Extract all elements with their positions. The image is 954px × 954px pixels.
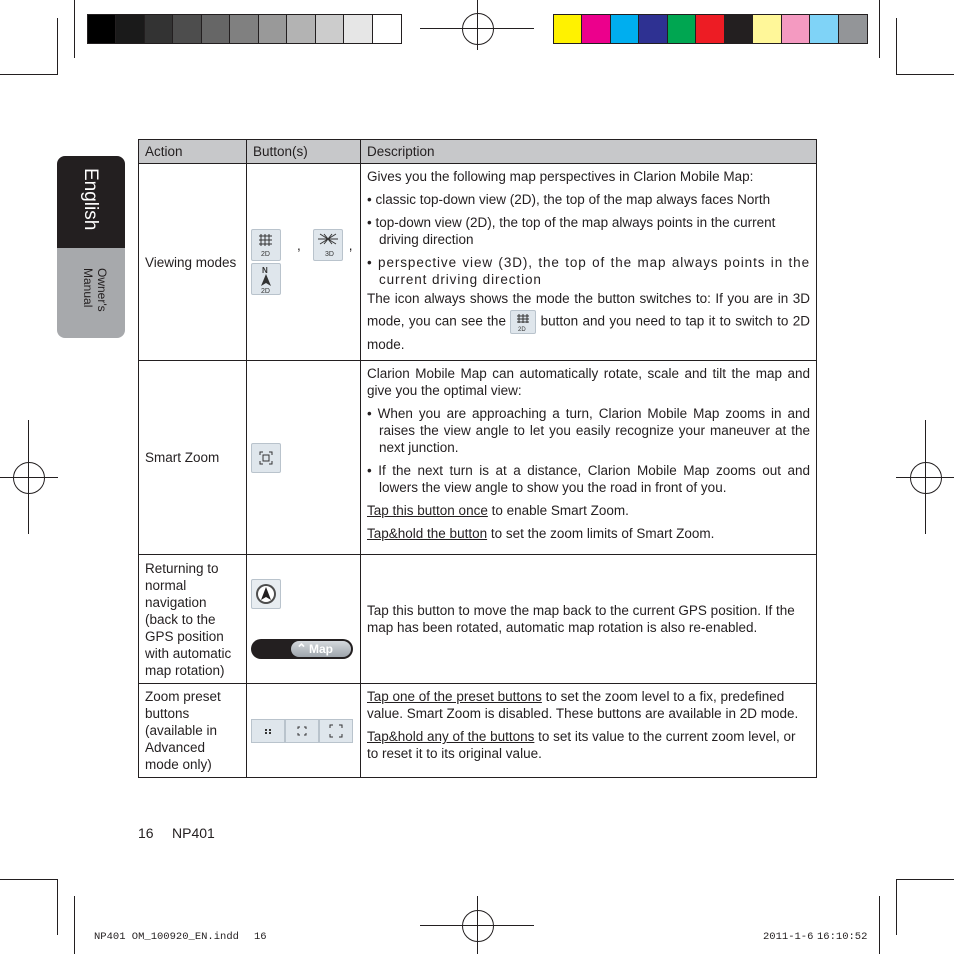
table-row	[139, 361, 817, 555]
3d-view-icon[interactable]	[313, 229, 343, 261]
gray-swatch	[287, 15, 315, 43]
map-button[interactable]	[251, 639, 353, 659]
svg-text:2D: 2D	[261, 251, 270, 258]
zoom-preset-medium-icon[interactable]	[285, 719, 319, 743]
header-description: Description	[361, 140, 817, 164]
crop-mark	[896, 18, 897, 74]
crop-mark	[57, 879, 58, 935]
svg-text:3D: 3D	[324, 251, 334, 258]
separator: ,	[297, 237, 301, 253]
description-bullet: • perspective view (3D), the top of the map always points in the current driving direction	[367, 255, 810, 287]
process-color-swatch	[753, 15, 781, 43]
north-2d-icon[interactable]	[251, 263, 281, 295]
buttons-cell	[247, 684, 361, 778]
process-color-swatch	[810, 15, 838, 43]
action-cell: Viewing modes	[139, 164, 247, 361]
description-preset-hold: Tap&hold any of the buttons to set its value to the current zoom level, or to reset it to its original value.	[367, 729, 796, 761]
process-color-swatch	[725, 15, 753, 43]
gray-swatch	[88, 15, 116, 43]
gray-swatch	[344, 15, 372, 43]
process-color-swatch	[782, 15, 810, 43]
crop-mark	[896, 879, 954, 880]
map-controls-table	[138, 139, 817, 778]
description-tail-part1: The icon always shows the mode the button switches to: If you are in 3D mode, you can see the	[367, 291, 810, 329]
process-color-swatch	[696, 15, 724, 43]
header-buttons: Button(s)	[247, 140, 361, 164]
crop-mark	[74, 896, 75, 954]
buttons-cell	[247, 555, 361, 684]
action-cell: Zoom preset buttons (available in Advanced mode only)	[139, 684, 247, 778]
gray-swatch	[145, 15, 173, 43]
table-header-row	[139, 140, 817, 164]
tap-hold-preset-link: Tap&hold any of the buttons	[367, 729, 535, 744]
caret-up-icon: ⌃	[296, 641, 307, 656]
map-button-label: Map	[309, 642, 333, 656]
section-tab	[57, 248, 125, 338]
2d-grid-icon-inline	[510, 310, 536, 334]
gray-swatch	[202, 15, 230, 43]
buttons-cell	[247, 361, 361, 555]
separator: ,	[348, 237, 353, 253]
description-preset: Tap one of the preset buttons to set the zoom level to a fix, predefined value. Smart Zoom is disabled. These buttons are available in 2D mode.	[367, 689, 799, 721]
gray-swatch	[259, 15, 287, 43]
2d-grid-icon[interactable]	[251, 229, 281, 261]
language-tab	[57, 156, 125, 248]
model-name: NP401	[172, 825, 215, 841]
tap-once-link: Tap this button once	[367, 503, 488, 518]
svg-text:2D: 2D	[261, 288, 270, 294]
crop-mark	[57, 18, 58, 74]
description-cell	[361, 164, 817, 361]
crop-mark	[879, 896, 880, 954]
description-text: Tap this button to move the map back to the current GPS position. If the map has been rotated, automatic map rotation is also re-enabled.	[367, 603, 795, 635]
slug-page: 16	[254, 931, 267, 943]
action-cell: Returning to normal navigation (back to the GPS position with automatic map rotation)	[139, 555, 247, 684]
slug-date: 2011-1-6	[763, 931, 814, 943]
smart-zoom-icon[interactable]	[251, 443, 281, 473]
gray-swatch	[316, 15, 344, 43]
crop-mark	[0, 879, 58, 880]
description-cell	[361, 684, 817, 778]
crop-mark	[896, 74, 954, 75]
description-tap: Tap this button once to enable Smart Zoom.	[367, 503, 629, 518]
crop-mark	[879, 0, 880, 58]
slug-time: 16:10:52	[817, 931, 868, 943]
description-bullet: • classic top-down view (2D), the top of the map always faces North	[367, 192, 771, 207]
crop-mark	[0, 74, 58, 75]
section-tab-label-line1: Owner's	[95, 268, 109, 312]
slug-file: NP401 OM_100920_EN.indd	[94, 931, 239, 943]
description-bullet: • top-down view (2D), the top of the map always points in the current driving direction	[367, 215, 776, 247]
process-color-swatch	[639, 15, 667, 43]
description-intro: Clarion Mobile Map can automatically rotate, scale and tilt the map and give you the optimal view:	[367, 366, 810, 398]
zoom-preset-small-icon[interactable]	[251, 719, 285, 743]
gray-swatch	[230, 15, 258, 43]
svg-text:N: N	[262, 266, 268, 275]
description-intro: Gives you the following map perspectives in Clarion Mobile Map:	[367, 169, 754, 184]
description-bullet: • When you are approaching a turn, Clarion Mobile Map zooms in and raises the view angle to let you easily recognize your maneuver at the next junction.	[367, 406, 810, 455]
description-hold: Tap&hold the button to set the zoom limits of Smart Zoom.	[367, 526, 715, 541]
description-cell	[361, 361, 817, 555]
process-color-swatch	[554, 15, 582, 43]
table-row	[139, 684, 817, 778]
process-color-bar	[553, 14, 868, 44]
gray-swatch	[373, 15, 401, 43]
page-number: 16	[138, 825, 154, 841]
language-tab-label: English	[80, 168, 101, 231]
header-action: Action	[139, 140, 247, 164]
process-color-swatch	[582, 15, 610, 43]
action-cell: Smart Zoom	[139, 361, 247, 555]
table-row	[139, 164, 817, 361]
tap-hold-link: Tap&hold the button	[367, 526, 488, 541]
description-bullet: • If the next turn is at a distance, Clarion Mobile Map zooms out and lowers the view angle to show you the road in front of you.	[367, 463, 810, 495]
crop-mark	[896, 879, 897, 935]
buttons-cell	[247, 164, 361, 361]
gray-swatch	[116, 15, 144, 43]
gps-arrow-icon[interactable]	[251, 579, 281, 609]
process-color-swatch	[611, 15, 639, 43]
gray-swatch	[173, 15, 201, 43]
process-color-swatch	[839, 15, 867, 43]
table-row	[139, 555, 817, 684]
description-cell	[361, 555, 817, 684]
zoom-preset-large-icon[interactable]	[319, 719, 353, 743]
svg-text:2D: 2D	[518, 327, 526, 333]
section-tab-label-line2: Manual	[81, 268, 95, 308]
description-tail-part2: button and you need to tap it to switch to 2D mode.	[367, 313, 810, 352]
process-color-swatch	[668, 15, 696, 43]
description-tail	[367, 288, 810, 356]
grayscale-color-bar	[87, 14, 402, 44]
crop-mark	[74, 0, 75, 58]
tap-preset-link: Tap one of the preset buttons	[367, 689, 542, 704]
